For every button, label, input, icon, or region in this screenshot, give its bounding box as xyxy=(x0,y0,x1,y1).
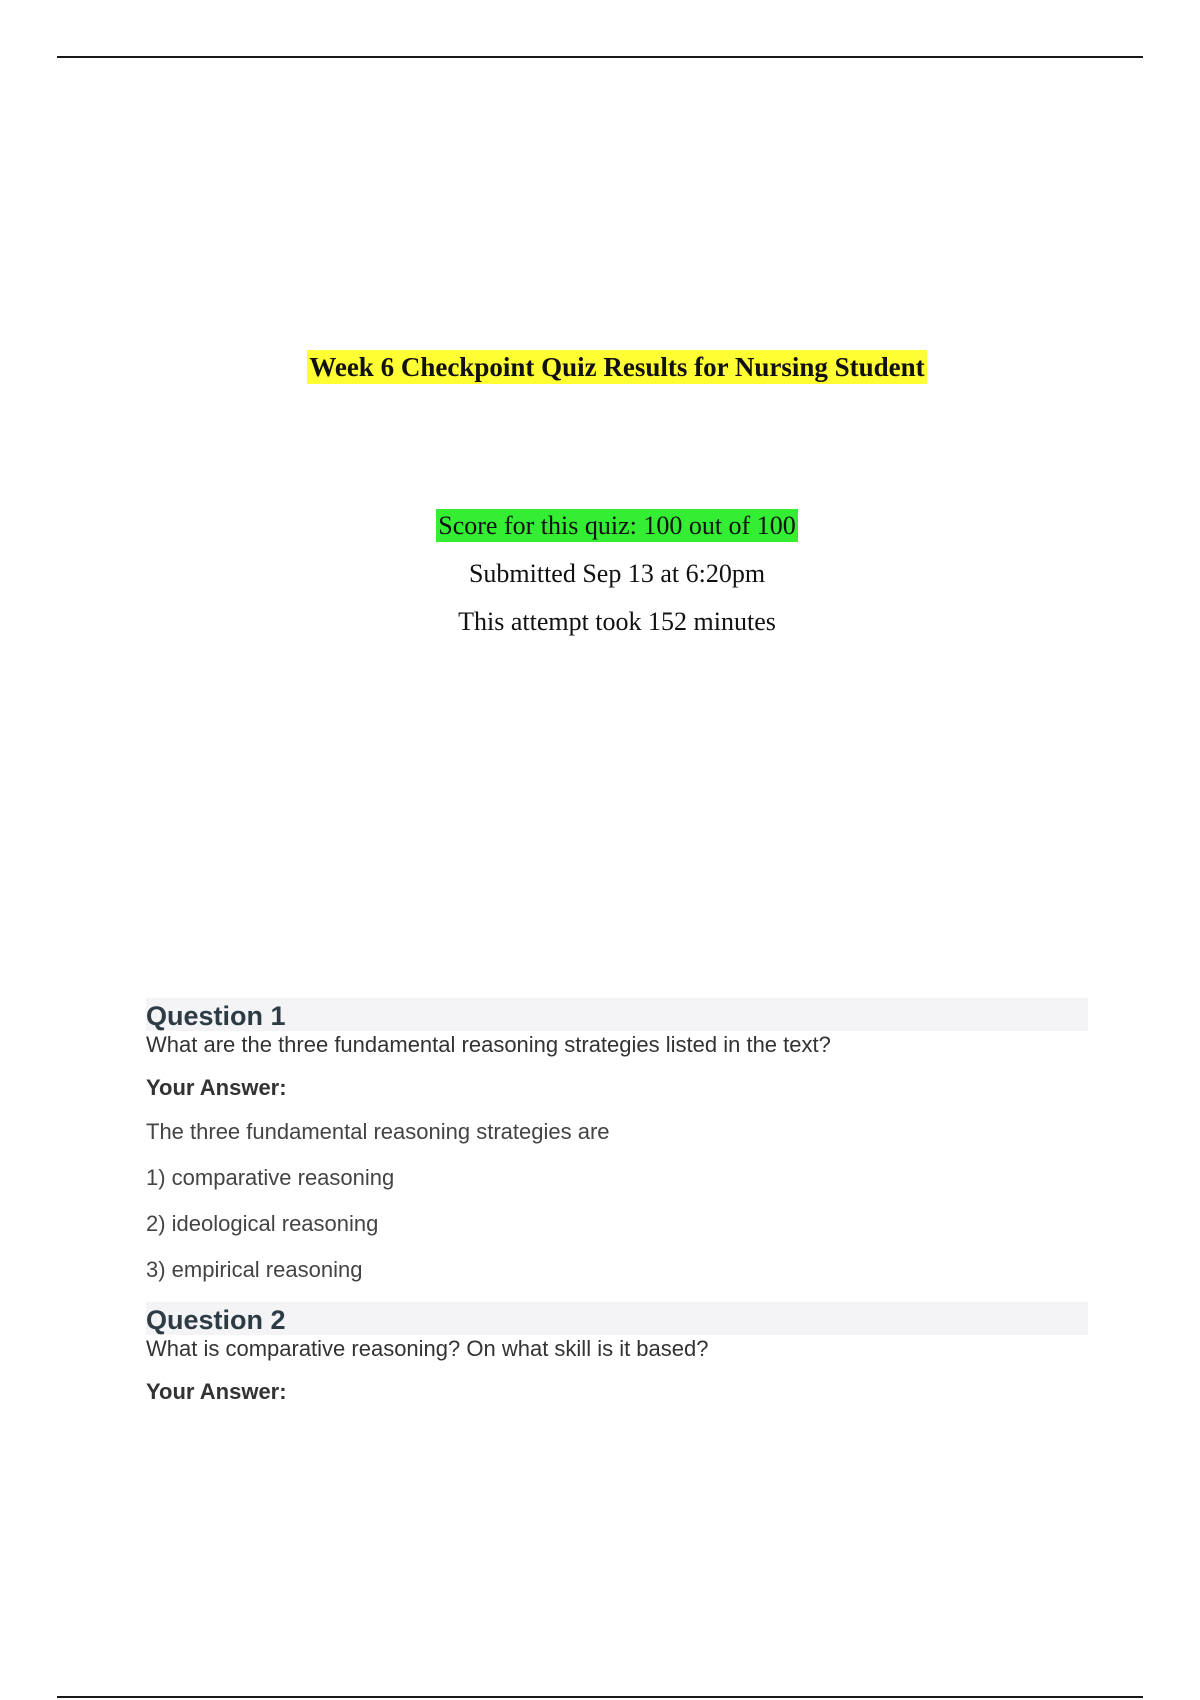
score-text: Score for this quiz: 100 out of 100 xyxy=(438,511,796,540)
answer-label: Your Answer: xyxy=(146,1379,287,1404)
question-heading: Question 2 xyxy=(146,1302,1088,1335)
question-heading: Question 1 xyxy=(146,998,1088,1031)
attempt-line: This attempt took 152 minutes xyxy=(458,607,776,636)
bottom-rule xyxy=(57,1696,1143,1698)
answer-label: Your Answer: xyxy=(146,1075,287,1100)
question-2 xyxy=(146,1302,1088,1406)
question-text: What is comparative reasoning? On what skill is it based? xyxy=(146,1336,709,1361)
page-title: Week 6 Checkpoint Quiz Results for Nursing Student xyxy=(309,352,925,382)
page-title-block xyxy=(0,352,1200,383)
top-rule xyxy=(57,56,1143,58)
score-line xyxy=(0,506,1200,554)
quiz-summary xyxy=(0,506,1200,650)
answer-line: The three fundamental reasoning strategies are xyxy=(146,1119,610,1144)
answer-line: 3) empirical reasoning xyxy=(146,1257,363,1282)
question-1 xyxy=(146,998,1088,1284)
question-text: What are the three fundamental reasoning strategies listed in the text? xyxy=(146,1032,831,1057)
answer-line: 1) comparative reasoning xyxy=(146,1165,395,1190)
answer-line: 2) ideological reasoning xyxy=(146,1211,379,1236)
submitted-line: Submitted Sep 13 at 6:20pm xyxy=(468,559,766,588)
questions-section xyxy=(146,998,1088,1422)
